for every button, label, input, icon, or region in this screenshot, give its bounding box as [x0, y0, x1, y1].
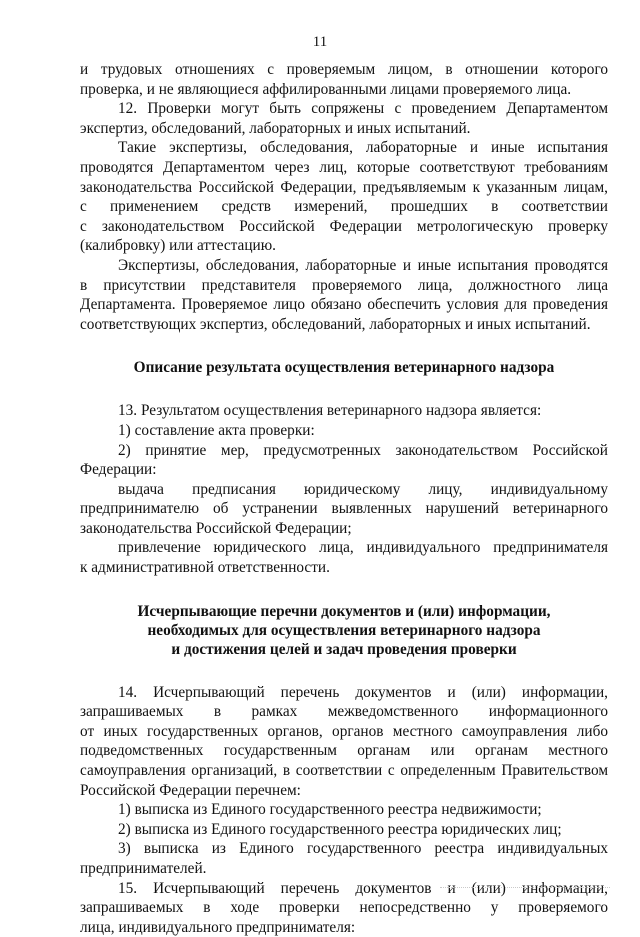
- text-line: 15. Исчерпывающий перечень документов и (или) информации,: [118, 879, 608, 897]
- text-line: Экспертизы, обследования, лабораторные и иные испытания проводятся: [118, 256, 608, 274]
- text-line: с законодательством Российской Федерации метрологическую проверку: [80, 217, 608, 235]
- section-heading: и достижения целей и задач проведения проверки: [171, 640, 517, 658]
- text-line: лица, индивидуального предпринимателя:: [80, 918, 356, 936]
- section-heading: Исчерпывающие перечни документов и (или) информации,: [137, 602, 551, 620]
- section-heading: необходимых для осуществления ветеринарного надзора: [147, 621, 541, 639]
- text-line: проводятся Департаментом через лиц, которые соответствуют требованиям: [80, 158, 608, 176]
- text-line: 14. Исчерпывающий перечень документов и (или) информации,: [118, 683, 608, 701]
- page-number: 11: [312, 34, 328, 50]
- spacer: [80, 578, 608, 602]
- text-line: экспертиз, обследований, лабораторных и иных испытаний.: [80, 119, 471, 137]
- text-line: и трудовых отношениях с проверяемым лицом, в отношении которого: [80, 61, 608, 78]
- text-line: от иных государственных органов, органов местного самоуправления либо: [80, 722, 608, 740]
- section-heading: Описание результата осуществления ветеринарного надзора: [133, 359, 555, 377]
- footer-scan-mark: [440, 887, 610, 888]
- text-line: законодательства Российской Федерации;: [80, 519, 352, 537]
- text-line: 2) выписка из Единого государственного реестра юридических лиц;: [118, 820, 562, 838]
- text-line: с применением средств измерений, прошедших в соответствии: [80, 198, 608, 216]
- text-line: соответствующих экспертиз, обследований, лабораторных и иных испытаний.: [80, 315, 591, 333]
- document-body: [80, 60, 608, 937]
- text-line: (калибровку) или аттестацию.: [80, 237, 276, 255]
- spacer: [80, 334, 608, 358]
- text-line: предпринимателю об устранении выявленных нарушений ветеринарного: [80, 500, 608, 518]
- text-line: 1) выписка из Единого государственного реестра недвижимости;: [118, 801, 542, 819]
- text-line: запрашиваемых в ходе проверки непосредственно у проверяемого: [80, 899, 608, 917]
- text-line: 1) составление акта проверки:: [118, 421, 315, 439]
- text-line: привлечение юридического лица, индивидуального предпринимателя: [118, 539, 608, 557]
- text-line: выдача предписания юридическому лицу, индивидуальному: [118, 480, 608, 498]
- text-line: 13. Результатом осуществления ветеринарного надзора является:: [118, 402, 542, 420]
- text-line: подведомственных государственным органам или органам местного: [80, 742, 608, 760]
- text-line: 3) выписка из Единого государственного реестра индивидуальных: [118, 840, 608, 858]
- spacer: [80, 659, 608, 683]
- text-line: 12. Проверки могут быть сопряжены с проведением Департаментом: [118, 100, 608, 118]
- text-line: Такие экспертизы, обследования, лабораторные и иные испытания: [118, 139, 608, 157]
- text-line: к административной ответственности.: [80, 559, 330, 577]
- text-line: Департамента. Проверяемое лицо обязано обеспечить условия для проведения: [80, 296, 608, 314]
- text-line: 2) принятие мер, предусмотренных законодательством Российской: [118, 441, 608, 459]
- text-line: в присутствии представителя проверяемого лица, должностного лица: [80, 276, 608, 294]
- text-line: законодательства Российской Федерации, предъявляемым к указанным лицам,: [80, 178, 608, 196]
- text-line: Российской Федерации перечнем:: [80, 781, 301, 799]
- text-line: проверка, и не являющиеся аффилированными лицами проверяемого лица.: [80, 80, 572, 98]
- text-line: запрашиваемых в рамках межведомственного информационного: [80, 703, 608, 721]
- text-line: Федерации:: [80, 461, 157, 479]
- spacer: [80, 377, 608, 401]
- text-line: самоуправления организаций, в соответствии с определенным Правительством: [80, 762, 608, 780]
- text-line: предпринимателей.: [80, 860, 207, 877]
